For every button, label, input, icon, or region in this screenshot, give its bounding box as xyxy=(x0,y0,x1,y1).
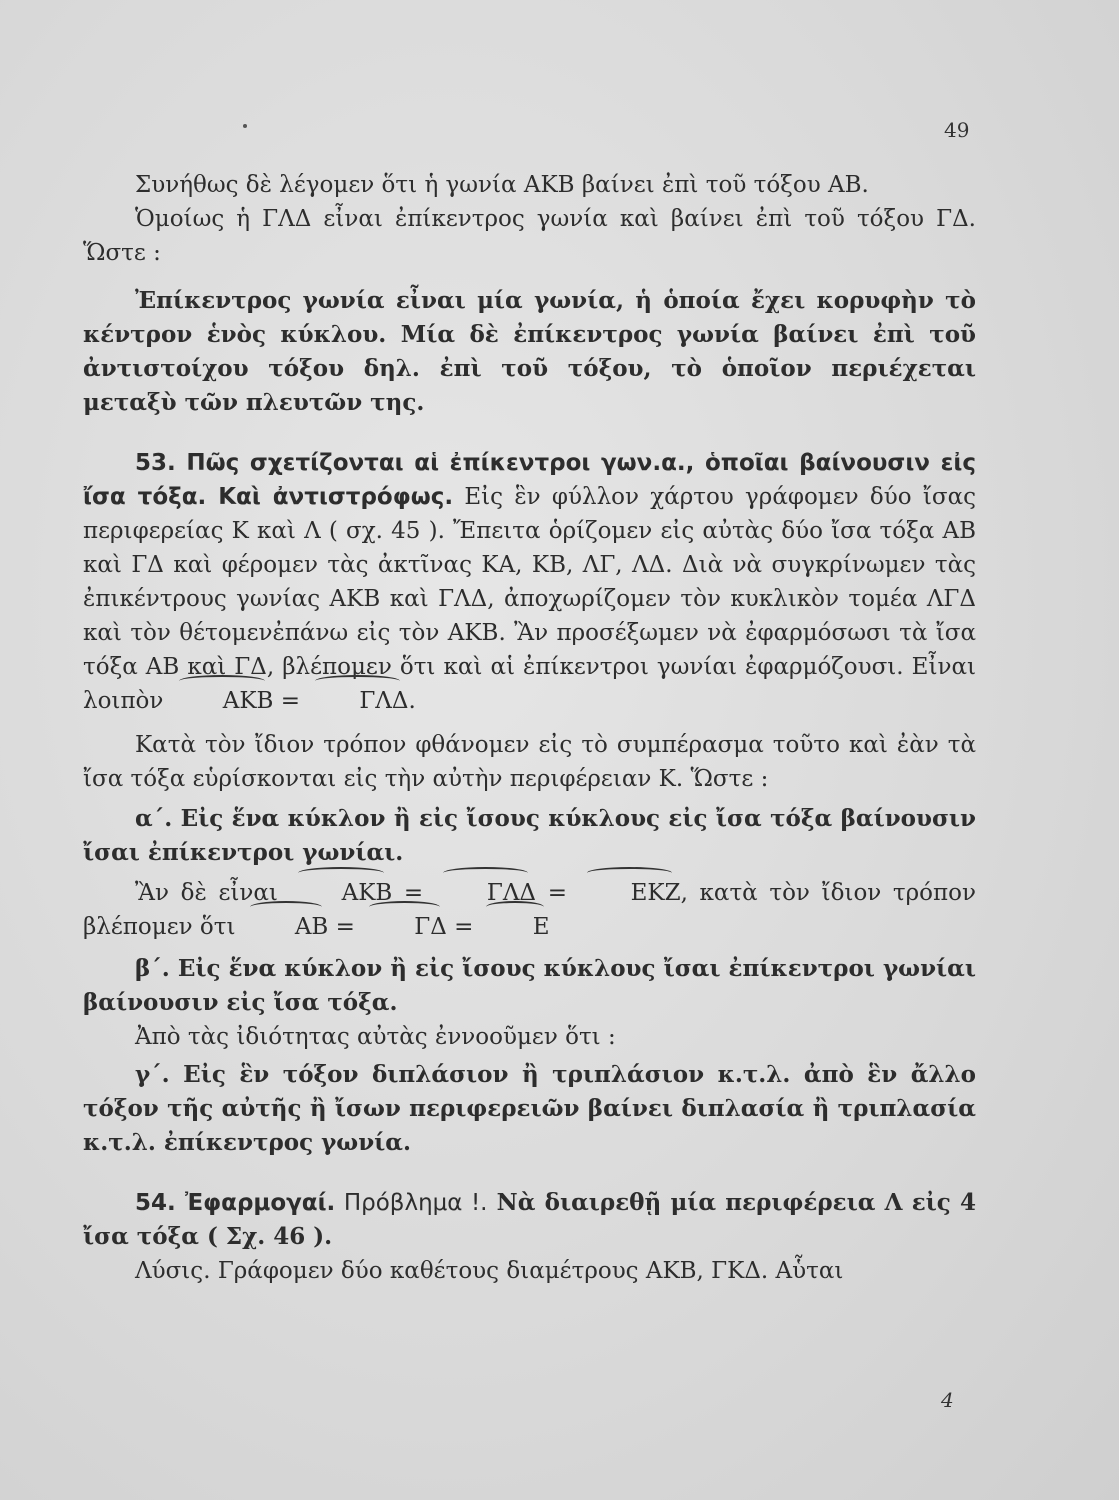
problem-text: Νὰ διαιρεθῇ μία περιφέρεια Λ εἰς 4 ἴσα τόξα ( Σχ. 46 ). xyxy=(83,1189,977,1250)
signature-mark: 4 xyxy=(941,1388,954,1412)
angle-gld-2: ΓΛΔ xyxy=(435,876,536,910)
section-53 xyxy=(83,446,976,718)
paragraph-likewise: Ὁμοίως ἡ ΓΛΔ εἶναι ἐπίκεντρος γωνία καὶ βαίνει ἐπὶ τοῦ τόξου ΓΔ. Ὥστε : xyxy=(83,206,976,266)
arc-gd: ΓΔ xyxy=(362,910,447,944)
eq-sign: = xyxy=(328,914,363,940)
arc-ab: ΑΒ xyxy=(243,910,329,944)
eq-sign: = xyxy=(446,914,481,940)
page-number: 49 xyxy=(944,118,970,142)
theorem-beta: β΄. Εἰς ἕνα κύκλον ἢ εἰς ἴσους κύκλους ἴσαι ἐπίκεντροι γωνίαι βαίνουσιν εἰς ἴσα τόξα. xyxy=(83,955,976,1016)
section-54 xyxy=(83,1186,976,1254)
section-53-body: Εἰς ἓν φύλλον χάρτου γράφομεν δύο ἴσας περιφερείας Κ καὶ Λ ( σχ. 45 ). Ἔπειτα ὁρίζομεν εἰς αὐτὰς δύο ἴσα τόξα ΑΒ καὶ ΓΔ καὶ φέρομεν τὰς ἀκτῖνας ΚΑ, ΚΒ, ΛΓ, ΛΔ. Διὰ νὰ συγκρίνωμεν τὰς ἐπικέντρους γωνίας ΑΚΒ καὶ ΓΛΔ, ἀποχωρίζομεν τὸν κυκλικὸν τομέα ΛΓΔ καὶ τὸν θέτομενἐπάνω εἰς τὸν ΑΚΒ. Ἂν προσέξωμεν νὰ ἐφαρμόσωσι τὰ ἴσα τόξα ΑΒ καὶ ΓΔ, βλέπομεν ὅτι καὶ αἱ ἐπίκεντροι γωνίαι ἐφαρμόζουσι. Εἶναι λοιπὸν xyxy=(83,484,976,714)
paragraph-if xyxy=(83,876,976,944)
paragraph-same-way: Κατὰ τὸν ἴδιον τρόπον φθάνομεν εἰς τὸ συμπέρασμα τοῦτο καὶ ἐὰν τὰ ἴσα τόξα εὑρίσκονται εἰς τὴν αὐτὴν περιφέρειαν Κ. Ὥστε : xyxy=(83,732,976,792)
speck xyxy=(243,124,247,128)
eq-sign: = xyxy=(392,880,435,906)
paragraph-intro: Συνήθως δὲ λέγομεν ὅτι ἡ γωνία ΑΚΒ βαίνει ἐπὶ τοῦ τόξου ΑΒ. xyxy=(135,172,869,198)
body-text xyxy=(83,168,976,1288)
if-text-b: , κατὰ τὸν ἴδιον τρόπον βλέπομεν ὅτι xyxy=(83,880,976,940)
eq-end: . xyxy=(408,688,416,714)
problem-label: Πρόβλημα !. xyxy=(335,1190,488,1216)
theorem-alpha: α΄. Εἰς ἕνα κύκλον ἢ εἰς ἴσους κύκλους εἰς ἴσα τόξα βαίνουσιν ἴσαι ἐπίκεντροι γωνίαι. xyxy=(83,805,976,866)
angle-akb-2: ΑΚΒ xyxy=(290,876,393,910)
section-54-title: 54. Ἐφαρμογαί. xyxy=(135,1190,336,1216)
definition-paragraph: Ἐπίκεντρος γωνία εἶναι μία γωνία, ἡ ὁποία ἔχει κορυφὴν τὸ κέντρον ἑνὸς κύκλου. Μία δὲ ἐπίκεντρος γωνία βαίνει ἐπὶ τοῦ ἀντιστοίχου τόξου δηλ. ἐπὶ τοῦ τόξου, τὸ ὁποῖον περιέχεται μεταξὺ τῶν πλευτῶν της. xyxy=(83,287,976,416)
angle-akb-1: ΑΚΒ xyxy=(171,684,274,718)
eq-sign: = xyxy=(536,880,579,906)
eq-sign: = xyxy=(273,688,308,714)
section-53-title: 53. Πῶς σχετίζονται αἱ ἐπίκεντροι γων.α., ὁποῖαι βαίνουσιν εἰς ἴσα τόξα. Καὶ ἀντιστρόφως. xyxy=(83,450,976,510)
solution-paragraph: Λύσις. Γράφομεν δύο καθέτους διαμέτρους ΑΚΒ, ΓΚΔ. Αὗται xyxy=(135,1258,844,1284)
theorem-gamma: γ΄. Εἰς ἓν τόξον διπλάσιον ἢ τριπλάσιον κ.τ.λ. ἀπὸ ἓν ἄλλο τόξον τῆς αὐτῆς ἢ ἴσων περιφερειῶν βαίνει διπλασία ἢ τριπλασία κ.τ.λ. ἐπίκεντρος γωνία. xyxy=(83,1061,976,1156)
arc-e: Ε xyxy=(481,910,550,944)
if-text-a: Ἂν δὲ εἶναι xyxy=(135,880,290,906)
paragraph-properties: Ἀπὸ τὰς ἰδιότητας αὐτὰς ἐννοοῦμεν ὅτι : xyxy=(135,1024,616,1050)
angle-ekz: ΕΚΖ xyxy=(579,876,681,910)
angle-gld-1: ΓΛΔ xyxy=(307,684,408,718)
